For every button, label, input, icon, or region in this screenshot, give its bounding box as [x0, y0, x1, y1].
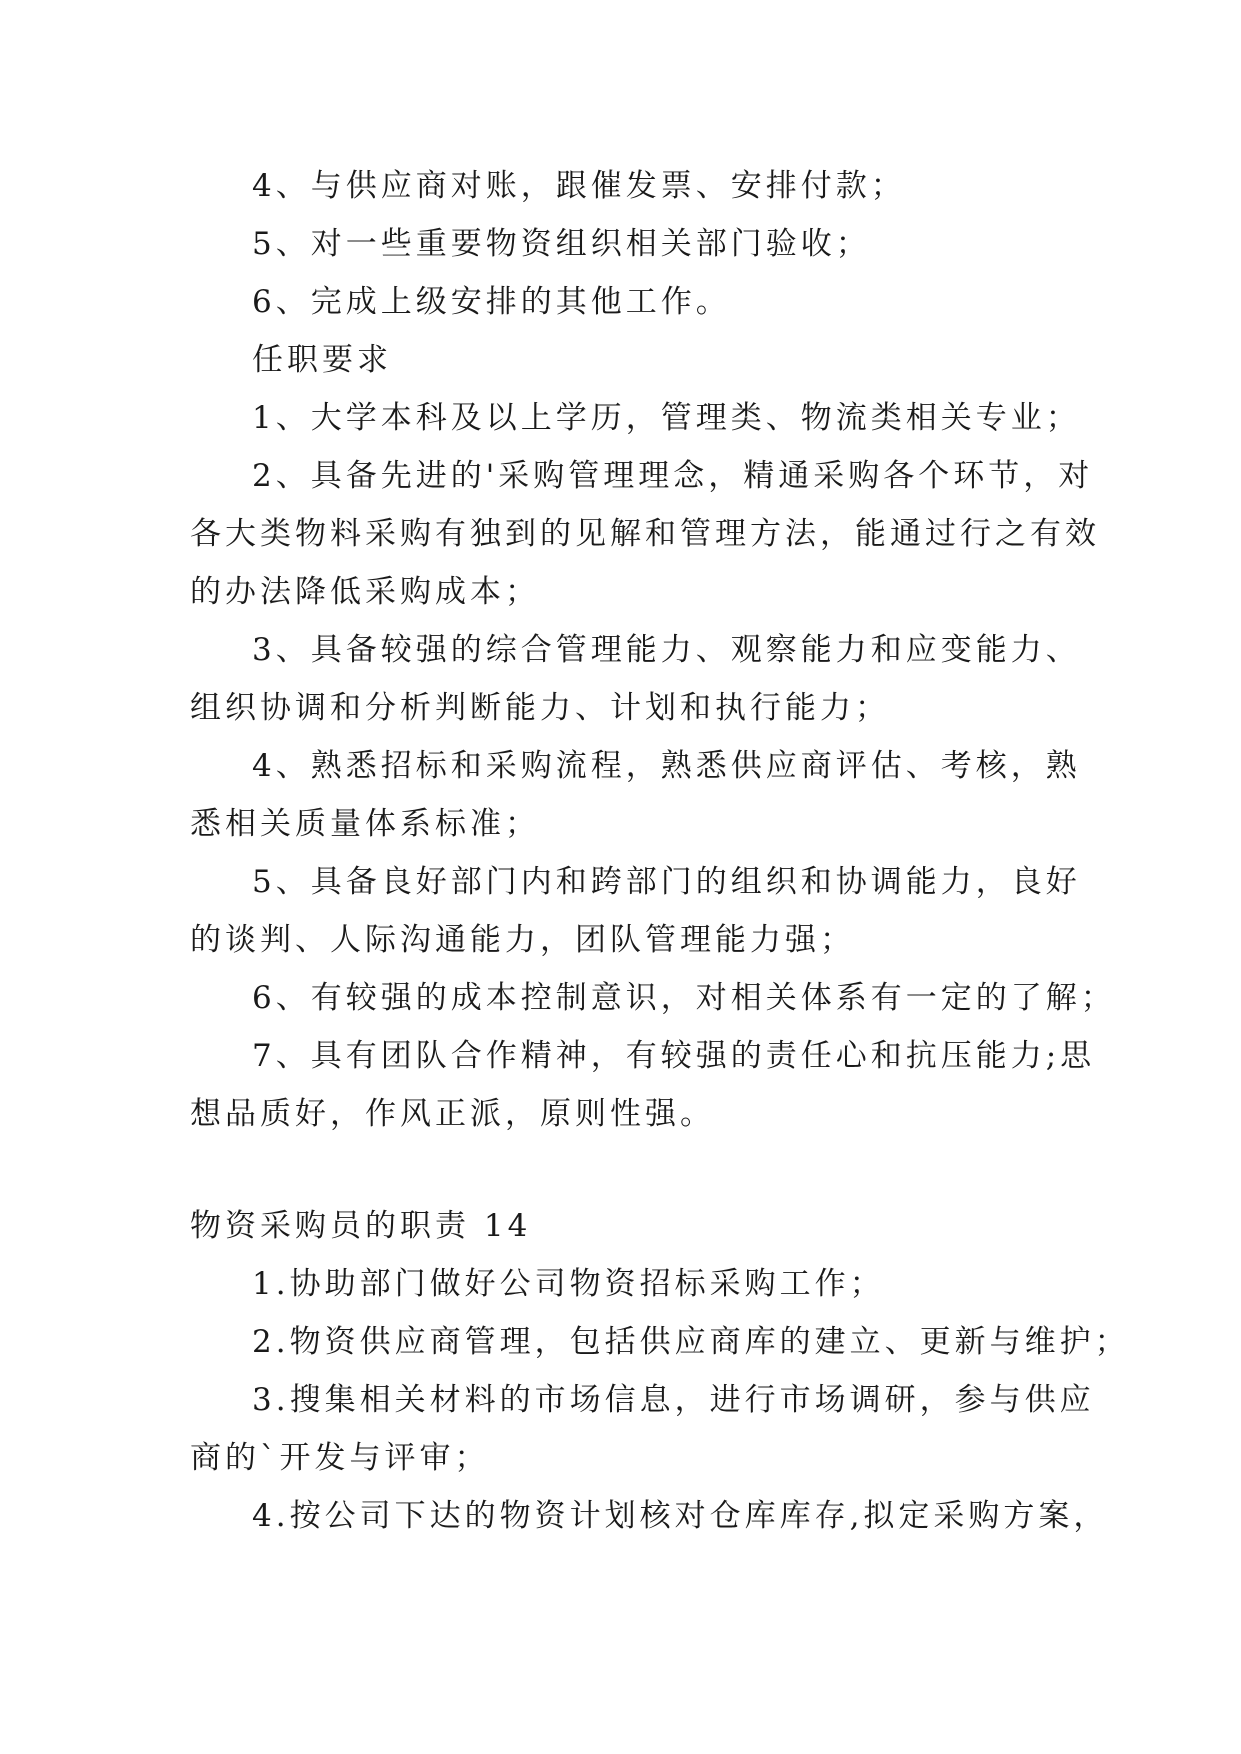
text-line: 6、完成上级安排的其他工作。	[252, 284, 731, 320]
text-line: 4.按公司下达的物资计划核对仓库库存,拟定采购方案，	[252, 1498, 1109, 1534]
text-line: 6、有较强的成本控制意识，对相关体系有一定的了解；	[252, 980, 1116, 1016]
text-line: 3、具备较强的综合管理能力、观察能力和应变能力、	[252, 632, 1081, 668]
text-line: 2.物资供应商管理，包括供应商库的建立、更新与维护；	[252, 1324, 1130, 1360]
text-line: 1.协助部门做好公司物资招标采购工作；	[252, 1266, 885, 1302]
text-line: 7、具有团队合作精神，有较强的责任心和抗压能力;思	[252, 1038, 1096, 1074]
text-line: 4、熟悉招标和采购流程，熟悉供应商评估、考核，熟	[252, 748, 1081, 784]
text-line: 5、具备良好部门内和跨部门的组织和协调能力，良好	[252, 864, 1081, 900]
text-line: 3.搜集相关材料的市场信息，进行市场调研，参与供应	[252, 1382, 1095, 1418]
text-line: 的办法降低采购成本；	[190, 574, 540, 610]
text-line: 的谈判、人际沟通能力，团队管理能力强；	[190, 922, 855, 958]
text-line: 2、具备先进的'采购管理理念，精通采购各个环节，对	[252, 458, 1094, 494]
text-line: 各大类物料采购有独到的见解和管理方法，能通过行之有效	[190, 516, 1100, 552]
text-line: 悉相关质量体系标准；	[190, 806, 540, 842]
text-line: 5、对一些重要物资组织相关部门验收；	[252, 226, 871, 262]
section-heading: 任职要求	[252, 342, 392, 378]
section-title: 物资采购员的职责 14	[190, 1208, 532, 1244]
text-line: 组织协调和分析判断能力、计划和执行能力；	[190, 690, 890, 726]
text-line: 4、与供应商对账，跟催发票、安排付款；	[252, 168, 906, 204]
text-line: 想品质好，作风正派，原则性强。	[190, 1096, 715, 1132]
text-line: 1、大学本科及以上学历，管理类、物流类相关专业；	[252, 400, 1081, 436]
text-line: 商的`开发与评审；	[190, 1440, 490, 1476]
